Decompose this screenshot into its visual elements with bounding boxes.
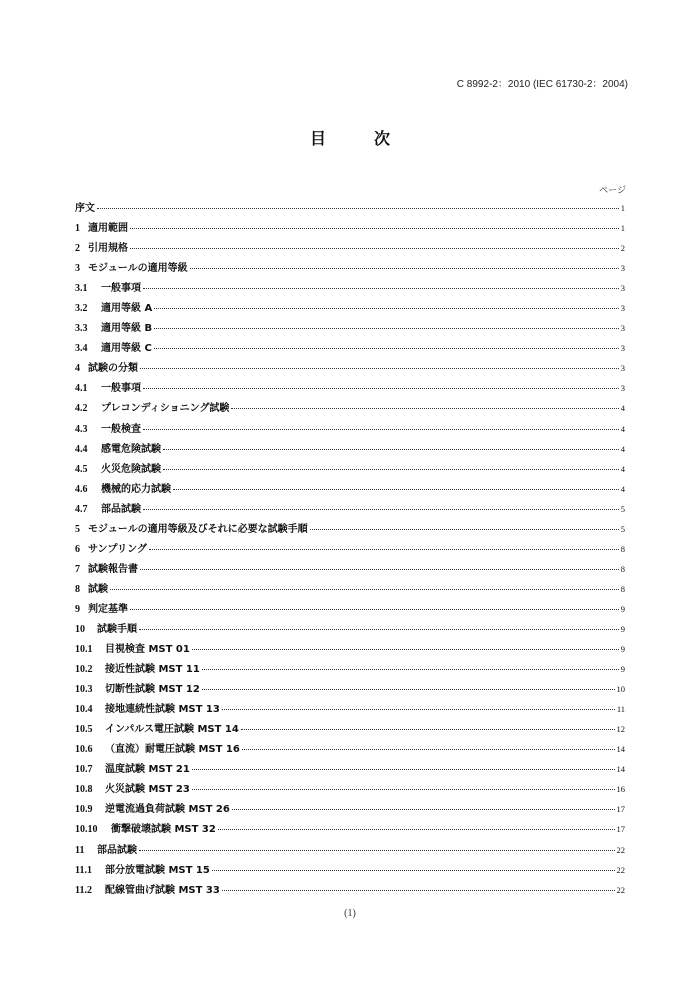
dot-leader <box>231 408 618 409</box>
toc-entry-page: 5 <box>620 523 625 534</box>
toc-entry-page: 12 <box>616 724 625 735</box>
document-code: C 8992-2：2010 (IEC 61730-2：2004) <box>456 79 628 90</box>
toc-entry[interactable] <box>75 500 625 520</box>
dot-leader <box>139 850 615 851</box>
toc-entry-number: 11.1 <box>75 864 92 876</box>
dot-leader <box>149 549 619 550</box>
toc-entry-number: 4.5 <box>75 463 88 475</box>
toc-entry-page: 1 <box>620 203 625 213</box>
toc-entry[interactable] <box>75 800 625 820</box>
toc-entry[interactable] <box>75 460 625 480</box>
toc-entry[interactable] <box>75 560 625 580</box>
toc-entry-number: 10.6 <box>75 744 93 756</box>
dot-leader <box>143 388 619 389</box>
dot-leader <box>242 749 615 750</box>
dot-leader <box>110 589 619 590</box>
toc-entry-number: 7 <box>75 563 80 575</box>
toc-entry-page: 3 <box>620 343 625 354</box>
dot-leader <box>232 809 615 810</box>
toc-entry-label: 引用規格 <box>88 243 128 255</box>
toc-entry[interactable] <box>75 379 625 399</box>
toc-entry[interactable] <box>75 199 625 219</box>
toc-entry[interactable] <box>75 359 625 379</box>
toc-entry[interactable] <box>75 620 625 640</box>
dot-leader <box>130 248 619 249</box>
toc-entry-page: 14 <box>616 764 625 775</box>
toc-entry-page: 16 <box>616 784 625 795</box>
toc-entry-label: 適用等級 C <box>101 343 152 355</box>
toc-entry-page: 22 <box>616 884 625 895</box>
toc-entry-page: 3 <box>620 383 625 394</box>
toc-entry-page: 11 <box>616 704 625 715</box>
dot-leader <box>154 308 619 309</box>
toc-entry-page: 8 <box>620 543 625 554</box>
toc-entry[interactable] <box>75 279 625 299</box>
toc-entry-number: 11 <box>75 844 85 856</box>
toc-entry[interactable] <box>75 580 625 600</box>
dot-leader <box>143 429 619 430</box>
toc-entry-page: 4 <box>620 443 625 454</box>
toc-entry-label: 感電危険試験 <box>101 443 161 455</box>
toc-entry-number: 10.10 <box>75 824 98 836</box>
toc-entry-page: 9 <box>620 644 625 655</box>
toc-entry[interactable] <box>75 881 625 901</box>
toc-entry-page: 9 <box>620 603 625 614</box>
toc-entry[interactable] <box>75 520 625 540</box>
toc-entry-page: 17 <box>616 824 625 835</box>
toc-entry[interactable] <box>75 239 625 259</box>
page-title: 目 次 <box>309 129 406 148</box>
toc-entry-label: 試験報告書 <box>88 563 138 575</box>
toc-entry-number: 10.1 <box>75 644 93 656</box>
toc-entry[interactable] <box>75 339 625 359</box>
toc-entry-number: 4 <box>75 363 80 375</box>
toc-entry[interactable] <box>75 720 625 740</box>
toc-entry-label: 部品試験 <box>101 503 141 515</box>
dot-leader <box>163 449 619 450</box>
dot-leader <box>192 769 615 770</box>
toc-entry-label: 衝撃破壊試験 MST 32 <box>111 824 216 836</box>
toc-entry-number: 10.8 <box>75 784 93 796</box>
toc-entry[interactable] <box>75 841 625 861</box>
toc-entry-number: 10 <box>75 623 85 635</box>
dot-leader <box>190 268 619 269</box>
dot-leader <box>140 368 619 369</box>
toc-entry[interactable] <box>75 259 625 279</box>
toc-entry-number: 10.3 <box>75 684 93 696</box>
toc-entry-label: 判定基準 <box>88 603 128 615</box>
toc-entry-label: モジュールの適用等級及びそれに必要な試験手順 <box>88 523 308 535</box>
dot-leader <box>222 709 615 710</box>
toc-entry-page: 8 <box>620 583 625 594</box>
toc-entry-label: 火災試験 MST 23 <box>105 784 190 796</box>
toc-entry[interactable] <box>75 600 625 620</box>
toc-entry-label: 切断性試験 MST 12 <box>105 684 200 696</box>
toc-entry-label: 接近性試験 MST 11 <box>105 664 200 676</box>
toc-entry[interactable] <box>75 540 625 560</box>
toc-entry-number: 5 <box>75 523 80 535</box>
toc-entry-page: 3 <box>620 323 625 334</box>
dot-leader <box>222 890 615 891</box>
toc-entry-number: 3 <box>75 263 80 275</box>
toc-entry-number: 10.5 <box>75 724 93 736</box>
toc-entry-number: 3.3 <box>75 323 88 335</box>
toc-entry-page: 14 <box>616 744 625 755</box>
toc-entry-page: 9 <box>620 623 625 634</box>
toc-entry-label: 一般事項 <box>101 383 141 395</box>
dot-leader <box>310 529 619 530</box>
toc-entry-label: 配線管曲げ試験 MST 33 <box>105 884 220 896</box>
toc-entry-label: 一般検査 <box>101 423 141 435</box>
dot-leader <box>241 729 615 730</box>
dot-leader <box>130 228 619 229</box>
toc-entry-page: 4 <box>620 483 625 494</box>
toc-entry-label: 機械的応力試験 <box>101 483 171 495</box>
toc-entry-number: 9 <box>75 603 80 615</box>
toc-entry[interactable] <box>75 420 625 440</box>
toc-entry-number: 4.2 <box>75 403 88 415</box>
toc-entry-label: 接地連続性試験 MST 13 <box>105 704 220 716</box>
toc-entry-page: 17 <box>616 804 625 815</box>
toc-entry-label: 試験 <box>88 583 108 595</box>
toc-entry-label: プレコンディショニング試験 <box>101 403 230 415</box>
toc-entry-page: 3 <box>620 283 625 294</box>
dot-leader <box>218 829 615 830</box>
toc-entry-page: 3 <box>620 303 625 314</box>
toc-entry-label: （直流）耐電圧試験 MST 16 <box>105 744 240 756</box>
toc-entry-page: 4 <box>620 463 625 474</box>
toc-entry-page: 9 <box>620 664 625 675</box>
toc-entry-page: 1 <box>620 223 625 234</box>
toc-entry-page: 5 <box>620 503 625 514</box>
toc-entry[interactable] <box>75 640 625 660</box>
toc-entry[interactable] <box>75 319 625 339</box>
dot-leader <box>192 789 615 790</box>
toc-entry-label: 一般事項 <box>101 283 141 295</box>
toc-entry[interactable] <box>75 760 625 780</box>
toc-entry[interactable] <box>75 700 625 720</box>
toc-entry-page: 2 <box>620 243 625 254</box>
dot-leader <box>130 609 619 610</box>
toc-entry-page: 4 <box>620 423 625 434</box>
dot-leader <box>173 489 619 490</box>
toc-entry-number: 3.2 <box>75 303 88 315</box>
toc-entry[interactable] <box>75 680 625 700</box>
toc-entry[interactable] <box>75 861 625 881</box>
toc-entry-label: 適用等級 A <box>101 303 153 315</box>
dot-leader <box>163 469 619 470</box>
toc-entry-label: 温度試験 MST 21 <box>105 764 190 776</box>
dot-leader <box>140 569 619 570</box>
toc-entry-label: 火災危険試験 <box>101 463 161 475</box>
toc-entry[interactable] <box>75 780 625 800</box>
toc-entry-number: 3.4 <box>75 343 88 355</box>
toc-entry-number: 6 <box>75 543 80 555</box>
dot-leader <box>97 208 619 209</box>
toc-entry[interactable] <box>75 399 625 419</box>
dot-leader <box>192 649 619 650</box>
toc-entry-label: 部分放電試験 MST 15 <box>105 864 210 876</box>
toc-entry-number: 4.1 <box>75 383 88 395</box>
dot-leader <box>202 669 619 670</box>
dot-leader <box>143 288 619 289</box>
toc-entry[interactable] <box>75 440 625 460</box>
toc-entry[interactable] <box>75 299 625 319</box>
toc-entry[interactable] <box>75 660 625 680</box>
toc-entry-number: 2 <box>75 243 80 255</box>
toc-entry-label: 目視検査 MST 01 <box>105 644 190 656</box>
toc-entry-label: サンプリング <box>88 543 147 555</box>
toc-entry-label: インパルス電圧試験 MST 14 <box>105 724 239 736</box>
toc-entry-number: 3.1 <box>75 283 88 295</box>
toc-entry-number: 11.2 <box>75 884 92 896</box>
toc-entry-page: 3 <box>620 363 625 374</box>
toc-entry-number: 4.7 <box>75 503 88 515</box>
dot-leader <box>143 509 619 510</box>
toc-entry[interactable] <box>75 820 625 840</box>
toc-entry-number: 4.6 <box>75 483 88 495</box>
toc-entry[interactable] <box>75 740 625 760</box>
toc-entry-page: 4 <box>620 403 625 414</box>
toc-entry-page: 3 <box>620 263 625 274</box>
toc-entry-label: 試験手順 <box>97 623 137 635</box>
toc-entry-number: 4.4 <box>75 443 88 455</box>
toc-entry-page: 8 <box>620 563 625 574</box>
toc-entry[interactable] <box>75 480 625 500</box>
toc-entry-page: 22 <box>616 844 625 855</box>
toc-entry-page: 22 <box>616 864 625 875</box>
toc-entry-number: 10.2 <box>75 664 93 676</box>
toc-entry-number: 10.7 <box>75 764 93 776</box>
toc-entry-number: 8 <box>75 583 80 595</box>
toc-entry[interactable] <box>75 219 625 239</box>
dot-leader <box>154 328 619 329</box>
toc-entry-label: 序文 <box>75 203 95 214</box>
dot-leader <box>139 629 619 630</box>
table-of-contents <box>75 199 625 901</box>
dot-leader <box>154 348 619 349</box>
page-column-label: ページ <box>599 186 626 196</box>
toc-entry-number: 10.4 <box>75 704 93 716</box>
toc-entry-number: 1 <box>75 223 80 235</box>
dot-leader <box>202 689 615 690</box>
page-number: (1) <box>344 908 356 919</box>
toc-entry-number: 4.3 <box>75 423 88 435</box>
toc-entry-label: 適用等級 B <box>101 323 153 335</box>
dot-leader <box>212 870 615 871</box>
toc-entry-label: モジュールの適用等級 <box>88 263 188 275</box>
toc-entry-label: 部品試験 <box>97 844 137 856</box>
toc-entry-label: 試験の分類 <box>88 363 138 375</box>
toc-entry-label: 適用範囲 <box>88 223 128 235</box>
toc-entry-number: 10.9 <box>75 804 93 816</box>
toc-entry-label: 逆電流過負荷試験 MST 26 <box>105 804 230 816</box>
toc-entry-page: 10 <box>616 684 625 695</box>
